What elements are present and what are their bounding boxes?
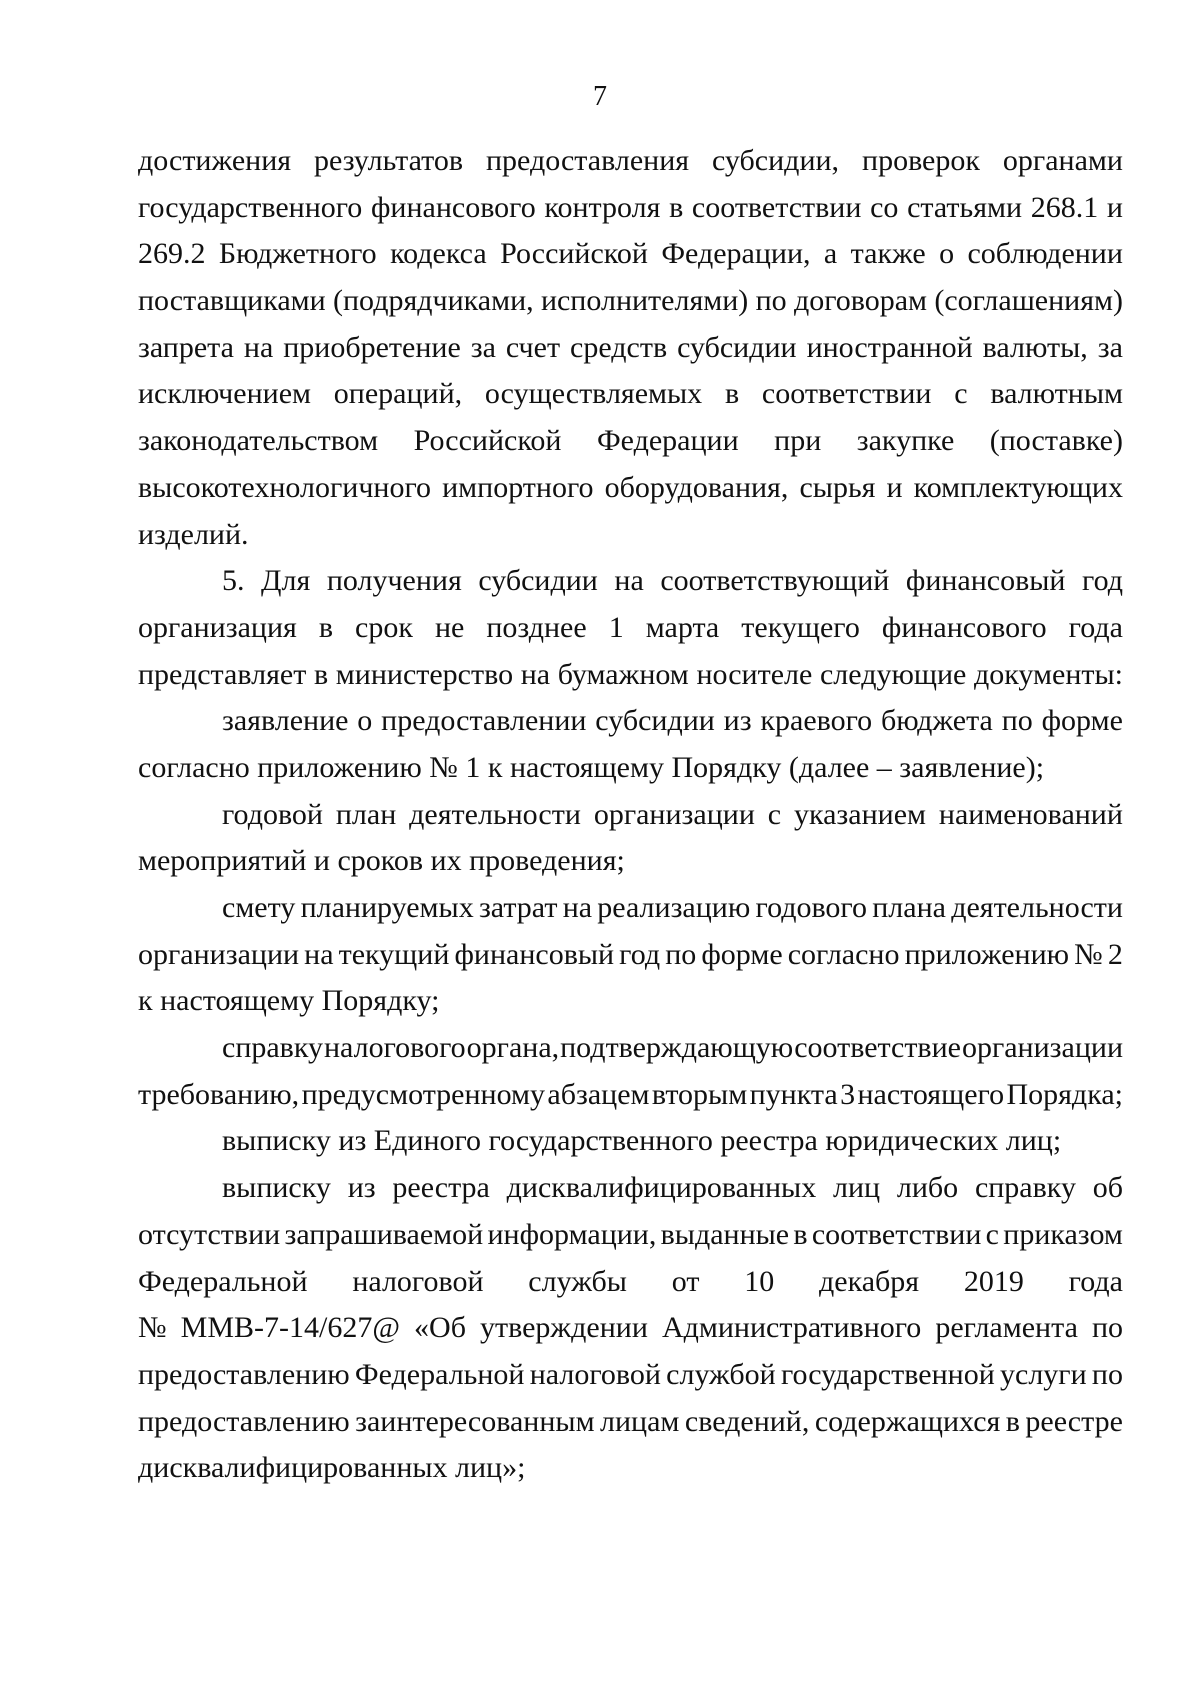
paragraph-5-first-line: 5. Для получения субсидии на соответствующий финансовый год xyxy=(222,564,1123,598)
text-line: достижения результатов предоставления субсидии, проверок органами xyxy=(138,144,1123,177)
page-number: 7 xyxy=(593,81,607,112)
text-line: Федеральной налоговой службы от 10 декабря 2019 года xyxy=(138,1264,1123,1298)
text-line: требованию, предусмотренному абзацем вторым пункта 3 настоящего Порядка; xyxy=(138,1077,1123,1111)
text-line: мероприятий и сроков их проведения; xyxy=(138,844,625,878)
text-line: запрета на приобретение за счет средств субсидии иностранной валюты, за xyxy=(138,330,1123,364)
text-line: государственного финансового контроля в соответствии со статьями 268.1 и xyxy=(138,190,1123,224)
text-line: исключением операций, осуществляемых в соответствии с валютным xyxy=(138,377,1123,411)
text-line: отсутствии запрашиваемой информации, выданные в соответствии с приказом xyxy=(138,1217,1123,1251)
document-body xyxy=(138,138,1123,1492)
text-line: 269.2 Бюджетного кодекса Российской Федерации, а также о соблюдении xyxy=(138,237,1123,271)
text-line: поставщиками (подрядчиками, исполнителями) по договорам (соглашениям) xyxy=(138,284,1123,318)
text-line: организация в срок не позднее 1 марта текущего финансового года xyxy=(138,610,1123,644)
list-item-annual-plan: годовой план деятельности организации с указанием наименований xyxy=(222,797,1123,831)
text-line: законодательством Российской Федерации при закупке (поставке) xyxy=(138,424,1123,458)
text-line: высокотехнологичного импортного оборудования, сырья и комплектующих xyxy=(138,470,1123,504)
list-item-cost-estimate: смету планируемых затрат на реализацию годового плана деятельности xyxy=(222,891,1123,924)
text-line: согласно приложению № 1 к настоящему Порядку (далее – заявление); xyxy=(138,750,1045,784)
list-item-tax-certificate: справку налогового органа, подтверждающую соответствие организации xyxy=(222,1031,1123,1065)
text-line: организации на текущий финансовый год по форме согласно приложению № 2 xyxy=(138,937,1123,971)
list-item-egrul-extract: выписку из Единого государственного реестра юридических лиц; xyxy=(222,1124,1062,1158)
list-item-disqualified-registry: выписку из реестра дисквалифицированных лиц либо справку об xyxy=(222,1171,1123,1205)
text-line: предоставлению Федеральной налоговой службой государственной услуги по xyxy=(138,1357,1123,1391)
list-item-application: заявление о предоставлении субсидии из краевого бюджета по форме xyxy=(222,704,1123,738)
text-line: дисквалифицированных лиц»; xyxy=(138,1451,526,1485)
text-line: № ММВ-7-14/627@ «Об утверждении Административного регламента по xyxy=(138,1311,1123,1345)
text-line: изделий. xyxy=(138,517,249,551)
text-line: к настоящему Порядку; xyxy=(138,984,440,1018)
text-line: предоставлению заинтересованным лицам сведений, содержащихся в реестре xyxy=(138,1404,1123,1438)
text-line: представляет в министерство на бумажном носителе следующие документы: xyxy=(138,657,1123,691)
